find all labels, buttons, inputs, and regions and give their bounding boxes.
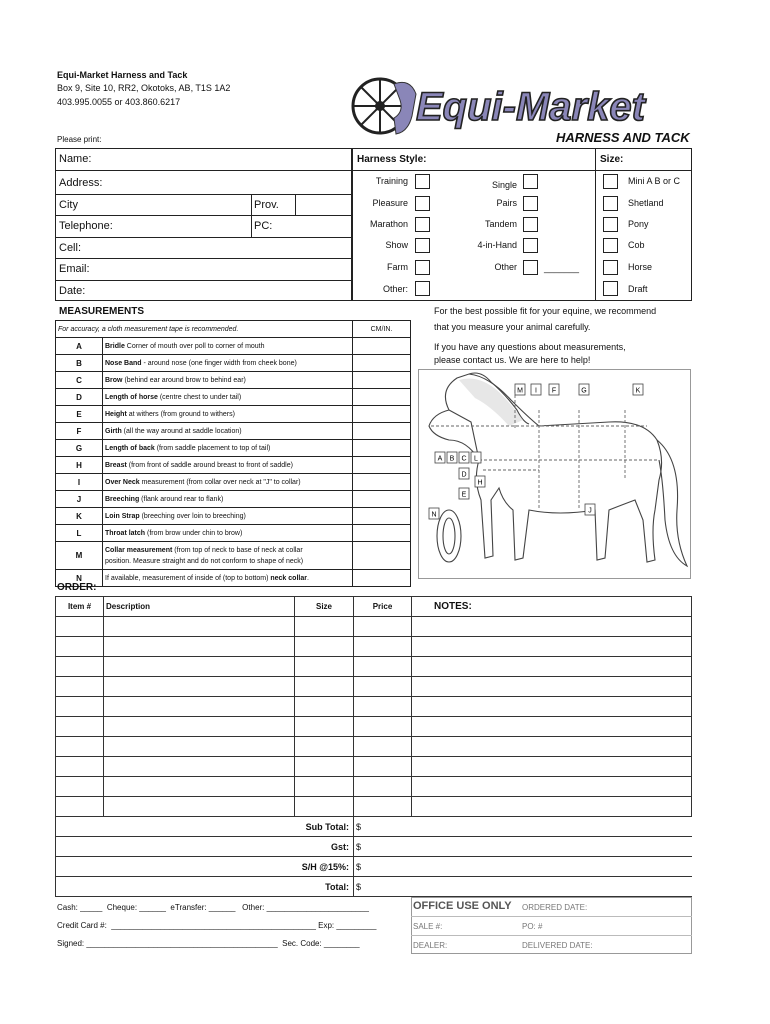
measurement-letter: F — [56, 423, 103, 440]
harness-farm-label: Farm — [387, 262, 408, 272]
price-cell[interactable] — [354, 637, 412, 657]
size-cell[interactable] — [295, 697, 354, 717]
notes-cell[interactable] — [412, 737, 692, 757]
measurement-desc — [103, 372, 353, 389]
diagram-label: M — [517, 387, 523, 395]
diagram-label: K — [635, 387, 641, 395]
price-cell[interactable] — [354, 777, 412, 797]
harness-single-label: Single — [491, 180, 517, 190]
measurement-detail: - around nose (one finger width from cheek bone) — [141, 359, 297, 367]
order-table — [55, 596, 692, 897]
order-title: ORDER: — [57, 582, 97, 593]
measurement-letter: C — [56, 372, 103, 389]
totals-value[interactable]: $ — [354, 817, 692, 837]
measurement-value-cell[interactable] — [353, 338, 411, 355]
delivered-date-label: DELIVERED DATE: — [522, 941, 593, 950]
measurement-value-cell[interactable] — [353, 474, 411, 491]
size-pony-label: Pony — [628, 219, 649, 229]
measurement-desc — [103, 440, 353, 457]
measurement-detail: (from brow under chin to brow) — [145, 529, 243, 537]
order-row — [56, 757, 692, 777]
office-use-title: OFFICE USE ONLY — [413, 900, 512, 912]
size-horse-label: Horse — [628, 262, 653, 272]
description-header: Description — [104, 597, 295, 617]
measurement-letter: A — [56, 338, 103, 355]
totals-value[interactable]: $ — [354, 837, 692, 857]
notes-cell[interactable] — [412, 757, 692, 777]
order-row — [56, 617, 692, 637]
measurement-value-cell[interactable] — [353, 440, 411, 457]
size-cell[interactable] — [295, 757, 354, 777]
price-cell[interactable] — [354, 737, 412, 757]
price-cell[interactable] — [354, 657, 412, 677]
item-cell[interactable] — [56, 637, 104, 657]
size-header: Size — [295, 597, 354, 617]
diagram-label: C — [461, 455, 467, 463]
notes-cell[interactable] — [412, 797, 692, 817]
diagram-label: J — [588, 507, 592, 515]
measurement-name: Brow — [105, 376, 123, 384]
measurement-detail: (behind ear around brow to behind ear) — [122, 376, 246, 384]
measurement-detail: (centre chest to under tail) — [157, 393, 242, 401]
credit-card-line[interactable]: Credit Card #: ______________________________________________ Exp: _________ — [57, 921, 377, 930]
size-draft-label: Draft — [628, 284, 648, 294]
size-draft-checkbox[interactable] — [603, 281, 618, 296]
measurements-note: For accuracy, a cloth measurement tape is recommended. — [56, 321, 353, 338]
description-cell[interactable] — [104, 737, 295, 757]
item-cell[interactable] — [56, 677, 104, 697]
measurement-detail: Corner of mouth over poll to corner of mouth — [124, 342, 265, 350]
order-row — [56, 677, 692, 697]
measurement-name: Length of horse — [105, 393, 158, 401]
measurement-name: Throat latch — [105, 529, 146, 537]
notes-header: NOTES: — [412, 597, 692, 617]
wagon-wheel-icon — [350, 76, 690, 136]
measurement-desc — [103, 389, 353, 406]
measurement-value-cell[interactable] — [353, 406, 411, 423]
price-cell[interactable] — [354, 797, 412, 817]
item-cell[interactable] — [56, 797, 104, 817]
notes-cell[interactable] — [412, 617, 692, 637]
measurement-letter: I — [56, 474, 103, 491]
harness-pleasure-label: Pleasure — [372, 198, 408, 208]
measurement-name: Over Neck — [105, 478, 140, 486]
size-title: Size: — [600, 154, 624, 165]
measurement-desc — [103, 406, 353, 423]
harness-tandem-label: Tandem — [484, 219, 517, 229]
size-shetland-checkbox[interactable] — [603, 196, 618, 211]
description-cell[interactable] — [104, 617, 295, 637]
measurement-name: Loin Strap — [105, 512, 140, 520]
diagram-label: B — [449, 455, 455, 463]
measurement-desc — [103, 457, 353, 474]
fit-note-line1: For the best possible fit for your equine, we recommend — [434, 306, 657, 316]
harness-single-checkbox[interactable] — [523, 174, 538, 189]
measurement-name: Length of back — [105, 444, 155, 452]
diagram-label: E — [461, 491, 467, 499]
po-number-label: PO: # — [522, 922, 543, 931]
description-cell[interactable] — [104, 797, 295, 817]
measurement-value-cell[interactable] — [353, 423, 411, 440]
diagram-label: H — [477, 479, 483, 487]
measurement-detail: (all the way around at saddle location) — [121, 427, 242, 435]
measurement-letter: G — [56, 440, 103, 457]
measurement-letter: E — [56, 406, 103, 423]
size-mini-label: Mini A B or C — [628, 176, 681, 186]
harness-other-checkbox[interactable] — [415, 281, 430, 296]
measurement-value-cell[interactable] — [353, 457, 411, 474]
size-horse-checkbox[interactable] — [603, 260, 618, 275]
harness-marathon-checkbox[interactable] — [415, 217, 430, 232]
size-cell[interactable] — [295, 637, 354, 657]
dealer-label: DEALER: — [413, 941, 448, 950]
measurement-name: Collar measurement — [105, 546, 173, 554]
measurement-value-cell[interactable] — [353, 570, 411, 587]
size-cell[interactable] — [295, 737, 354, 757]
totals-label: Gst: — [56, 837, 354, 857]
price-cell[interactable] — [354, 757, 412, 777]
item-cell[interactable] — [56, 717, 104, 737]
harness-pairs-label: Pairs — [496, 198, 517, 208]
harness-show-label: Show — [385, 240, 408, 250]
item-cell[interactable] — [56, 757, 104, 777]
diagram-label: A — [437, 455, 443, 463]
measurement-letter: K — [56, 508, 103, 525]
diagram-label: F — [551, 387, 557, 395]
company-address: Box 9, Site 10, RR2, Okotoks, AB, T1S 1A2 — [57, 83, 231, 93]
totals-label: Total: — [56, 877, 354, 897]
unit-header: CM/IN. — [353, 321, 411, 338]
measurement-desc — [103, 542, 353, 570]
company-name: Equi-Market Harness and Tack — [57, 70, 188, 80]
name-label: Name: — [59, 153, 92, 165]
horse-measurement-diagram — [418, 369, 691, 579]
measurement-letter: M — [56, 542, 103, 570]
harness-4-in-hand-label: 4-in-Hand — [477, 240, 517, 250]
size-cob-label: Cob — [628, 240, 645, 250]
description-cell[interactable] — [104, 657, 295, 677]
measurement-detail: (breeching over loin to breeching) — [139, 512, 246, 520]
harness-farm-checkbox[interactable] — [415, 260, 430, 275]
item-cell[interactable] — [56, 777, 104, 797]
harness-other-label: Other: — [382, 284, 408, 294]
harness-other2-blank[interactable]: _______ — [544, 263, 580, 273]
address-label: Address: — [59, 177, 103, 189]
item-header: Item # — [56, 597, 104, 617]
order-row — [56, 697, 692, 717]
totals-row — [56, 817, 692, 837]
measurement-name: Nose Band — [105, 359, 142, 367]
notes-cell[interactable] — [412, 657, 692, 677]
measurement-letter: H — [56, 457, 103, 474]
size-cell[interactable] — [295, 797, 354, 817]
notes-cell[interactable] — [412, 777, 692, 797]
measurement-value-cell[interactable] — [353, 508, 411, 525]
description-cell[interactable] — [104, 697, 295, 717]
totals-label: S/H @15%: — [56, 857, 354, 877]
company-phone: 403.995.0055 or 403.860.6217 — [57, 97, 181, 107]
measurement-desc — [103, 570, 353, 587]
diagram-label: N — [431, 511, 437, 519]
description-cell[interactable] — [104, 717, 295, 737]
email-label: Email: — [59, 263, 90, 275]
description-cell[interactable] — [104, 677, 295, 697]
order-row — [56, 717, 692, 737]
measurement-letter: D — [56, 389, 103, 406]
harness-style-title: Harness Style: — [357, 154, 427, 165]
measurement-value-cell[interactable] — [353, 542, 411, 570]
diagram-label: G — [581, 387, 587, 395]
measurement-name: Height — [105, 410, 127, 418]
harness-training-checkbox[interactable] — [415, 174, 430, 189]
measurement-detail: measurement (from collar over neck at "J" to collar) — [139, 478, 301, 486]
harness-pairs-checkbox[interactable] — [523, 196, 538, 211]
measurement-name: Breast — [105, 461, 127, 469]
measurement-detail-end: . — [306, 574, 309, 582]
measurement-name: Girth — [105, 427, 122, 435]
description-cell[interactable] — [104, 757, 295, 777]
measurement-desc — [103, 355, 353, 372]
measurement-name: Bridle — [105, 342, 125, 350]
size-pony-checkbox[interactable] — [603, 217, 618, 232]
order-row — [56, 637, 692, 657]
totals-row — [56, 837, 692, 857]
price-cell[interactable] — [354, 697, 412, 717]
price-cell[interactable] — [354, 717, 412, 737]
measurement-desc — [103, 338, 353, 355]
measurement-desc — [103, 508, 353, 525]
equi-market-logo — [350, 76, 690, 136]
notes-cell[interactable] — [412, 677, 692, 697]
size-cell[interactable] — [295, 717, 354, 737]
measurement-value-cell[interactable] — [353, 372, 411, 389]
measurement-detail: If available, measurement of inside of (top to bottom) — [105, 574, 271, 582]
measurement-letter: J — [56, 491, 103, 508]
item-cell[interactable] — [56, 617, 104, 637]
cell-label: Cell: — [59, 242, 82, 254]
measurement-desc — [103, 423, 353, 440]
totals-value[interactable]: $ — [354, 877, 692, 897]
price-cell[interactable] — [354, 617, 412, 637]
sale-number-label: SALE #: — [413, 922, 443, 931]
measurement-detail-2: position. Measure straight and do not conform to shape of neck) — [105, 557, 304, 565]
item-cell[interactable] — [56, 737, 104, 757]
harness-pleasure-checkbox[interactable] — [415, 196, 430, 211]
harness-tandem-checkbox[interactable] — [523, 217, 538, 232]
harness-other2-checkbox[interactable] — [523, 260, 538, 275]
logo-tagline: HARNESS AND TACK — [556, 130, 690, 145]
measurement-desc — [103, 491, 353, 508]
totals-row — [56, 877, 692, 897]
measurements-title: MEASUREMENTS — [59, 306, 145, 317]
please-print: Please print: — [57, 135, 102, 144]
size-mini-checkbox[interactable] — [603, 174, 618, 189]
harness-other2-label: Other — [494, 262, 517, 272]
measurement-detail: (flank around rear to flank) — [139, 495, 224, 503]
order-row — [56, 797, 692, 817]
size-cob-checkbox[interactable] — [603, 238, 618, 253]
payment-methods-line[interactable]: Cash: _____ Cheque: ______ eTransfer: ______ Other: _______________________ — [57, 903, 369, 912]
size-shetland-label: Shetland — [628, 198, 664, 208]
harness-4-in-hand-checkbox[interactable] — [523, 238, 538, 253]
measurement-letter: L — [56, 525, 103, 542]
order-row — [56, 737, 692, 757]
order-row — [56, 777, 692, 797]
totals-value[interactable]: $ — [354, 857, 692, 877]
notes-cell[interactable] — [412, 697, 692, 717]
notes-cell[interactable] — [412, 637, 692, 657]
diagram-label: L — [474, 455, 478, 463]
measurements-table — [55, 320, 411, 587]
measurement-name: neck collar — [270, 574, 307, 582]
measurement-value-cell[interactable] — [353, 525, 411, 542]
measurement-value-cell[interactable] — [353, 355, 411, 372]
size-cell[interactable] — [295, 657, 354, 677]
size-cell[interactable] — [295, 677, 354, 697]
description-cell[interactable] — [104, 637, 295, 657]
measurement-name: Breeching — [105, 495, 140, 503]
measurement-value-cell[interactable] — [353, 491, 411, 508]
horse-illustration — [419, 370, 692, 580]
measurement-value-cell[interactable] — [353, 389, 411, 406]
description-cell[interactable] — [104, 777, 295, 797]
price-cell[interactable] — [354, 677, 412, 697]
measurement-detail: (from top of neck to base of neck at collar — [172, 546, 303, 554]
measurement-detail: at withers (from ground to withers) — [126, 410, 235, 418]
harness-show-checkbox[interactable] — [415, 238, 430, 253]
size-cell[interactable] — [295, 617, 354, 637]
pc-label: PC: — [254, 220, 273, 232]
telephone-label: Telephone: — [59, 220, 113, 232]
harness-training-label: Training — [375, 176, 408, 186]
order-row — [56, 657, 692, 677]
harness-marathon-label: Marathon — [369, 219, 408, 229]
size-cell[interactable] — [295, 777, 354, 797]
city-label: City — [59, 199, 78, 211]
totals-label: Sub Total: — [56, 817, 354, 837]
fit-note-line3: If you have any questions about measurements, — [434, 342, 626, 352]
price-header: Price — [354, 597, 412, 617]
measurement-letter: B — [56, 355, 103, 372]
date-label: Date: — [59, 285, 86, 297]
notes-cell[interactable] — [412, 717, 692, 737]
measurement-detail: (from front of saddle around breast to front of saddle) — [126, 461, 293, 469]
item-cell[interactable] — [56, 697, 104, 717]
fit-note-line4: please contact us. We are here to help! — [434, 355, 591, 365]
logo-wordmark: Equi-Market — [416, 85, 645, 129]
measurement-letter: N — [56, 570, 103, 587]
measurement-desc — [103, 474, 353, 491]
diagram-label: I — [535, 387, 537, 395]
item-cell[interactable] — [56, 657, 104, 677]
fit-note-line2: that you measure your animal carefully. — [434, 322, 591, 332]
measurement-desc — [103, 525, 353, 542]
signature-line[interactable]: Signed: ___________________________________________ Sec. Code: ________ — [57, 939, 360, 948]
ordered-date-label: ORDERED DATE: — [522, 903, 588, 912]
diagram-label: D — [461, 471, 467, 479]
totals-row — [56, 857, 692, 877]
prov-label: Prov. — [254, 199, 279, 211]
measurement-detail: (from saddle placement to top of tail) — [154, 444, 271, 452]
